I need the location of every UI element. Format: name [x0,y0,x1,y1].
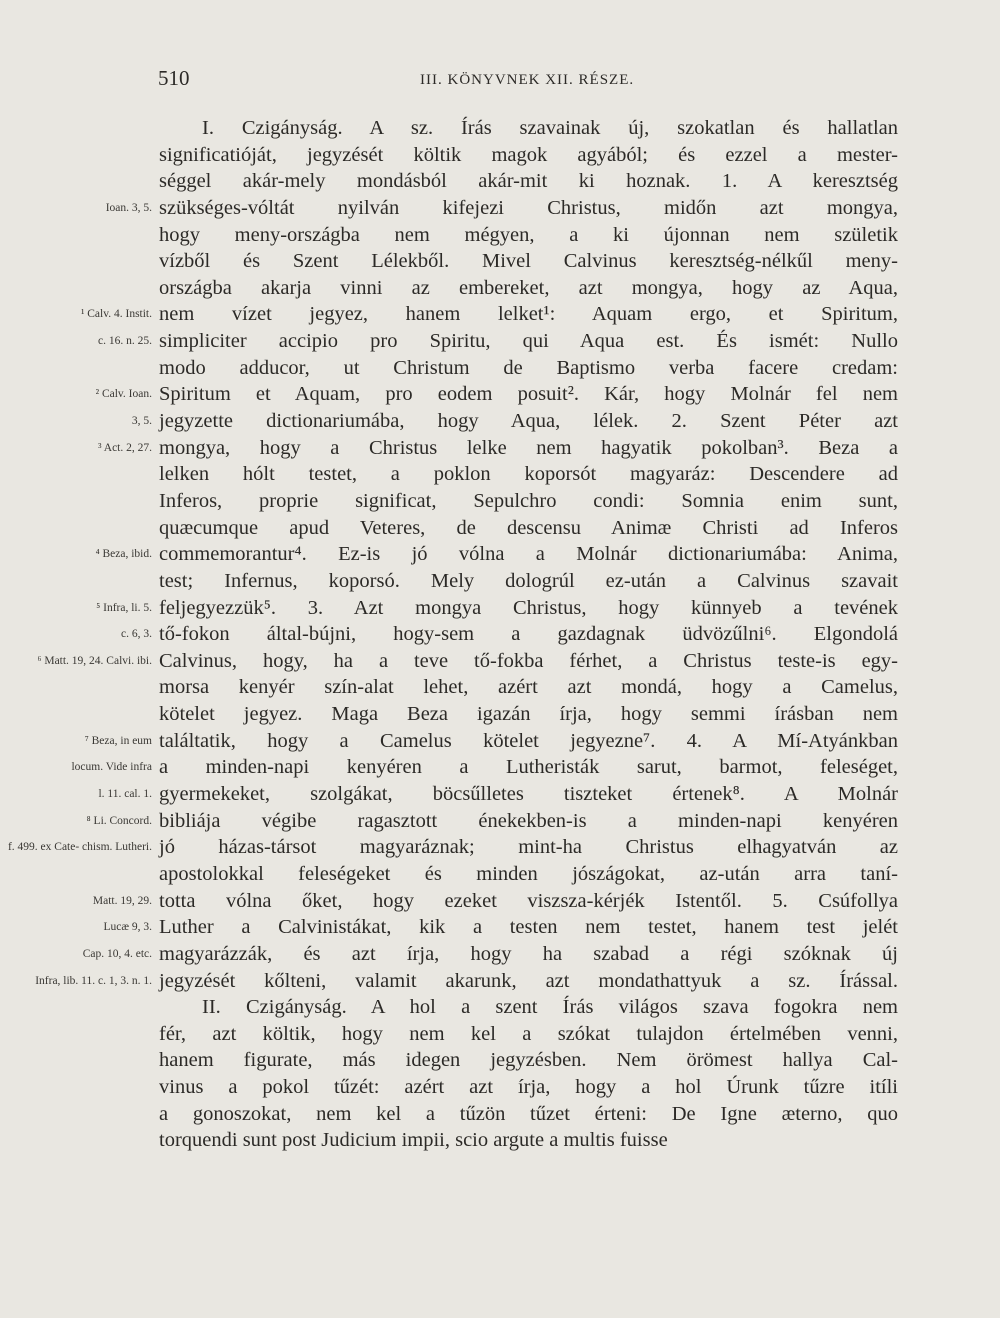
line-text: jegyzését kőlteni, valamit akarunk, azt mondathattyuk a sz. Írással. [159,969,898,992]
text-line [105,195,898,222]
text-line [159,142,898,169]
text-line [159,701,898,728]
text-line [121,621,898,648]
line-text: magyarázzák, és azt írja, hogy ha szabad a régi szóknak új [159,942,898,965]
line-text: gyermekeket, szolgákat, böcsűlletes tiszteket értenek⁸. A Molnár [159,783,898,806]
line-text: kötelet jegyez. Maga Beza igazán írja, hogy semmi írásban nem [159,703,898,726]
line-text: torquendi sunt post Judicium impii, scio argute a multis fuisse [159,1129,668,1152]
text-line [82,941,898,968]
margin-note: locum. Vide infra [71,761,152,774]
line-text: nem vízet jegyez, hanem lelket¹: Aquam ergo, et Spiritum, [159,303,898,326]
line-text: quæcumque apud Veteres, de descensu Animæ Christi ad Inferos [159,516,898,539]
line-text: mongya, hogy a Christus lelke nem hagyatik pokolban³. Beza a [159,436,898,459]
text-line [35,968,898,995]
line-text: simpliciter accipio pro Spiritu, qui Aqua est. És ismét: Nullo [159,330,898,353]
margin-note: ³ Act. 2, 27. [98,441,152,454]
margin-note: l. 11. cal. 1. [98,788,152,801]
line-text: jó házas-társot magyaráznak; mint-ha Christus elhagyatván az [159,836,898,859]
line-text: totta vólna őket, hogy ezeket viszsza-kérjék Istentől. 5. Csúfollya [159,889,898,912]
line-text: országba akarja vinni az embereket, azt mongya, hogy az Aqua, [159,276,898,299]
text-line [131,408,898,435]
line-text: vinus a pokol tűzét: azért azt írja, hogy a hol Úrunk tűzre itíli [159,1076,898,1099]
running-head: III. KÖNYVNEK XII. RÉSZE. [420,72,635,88]
text-line [159,1101,898,1128]
line-text: commemorantur⁴. Ez-is jó vólna a Molnár dictionariumába: Anima, [159,543,898,566]
margin-note: c. 16. n. 25. [98,335,152,348]
margin-note: ⁸ Li. Concord. [86,814,152,827]
line-text: modo adducor, ut Christum de Baptismo verba facere credam: [159,356,898,379]
margin-note: c. 6, 3. [121,628,152,641]
text-line [103,914,898,941]
line-text: feljegyezzük⁵. 3. Azt mongya Christus, hogy künnyeb a tevének [159,596,898,619]
line-text: szükséges-vóltát nyilván kifejezi Christus, midőn azt mongya, [159,196,898,219]
text-line [159,861,898,888]
line-text: tő-fokon által-bújni, hogy-sem a gazdagnak üdvözűlni⁶. Elgondolá [159,623,898,646]
page-number: 510 [158,66,190,90]
text-line [159,275,898,302]
margin-note: Matt. 19, 29. [92,894,152,907]
text-line [96,595,898,622]
margin-note: Cap. 10, 4. etc. [82,947,152,960]
text-line [7,834,898,861]
margin-note: Lucæ 9, 3. [103,921,152,934]
line-text: I. Czigányság. A sz. Írás szavainak új, szokatlan és hallatlan [202,117,898,139]
line-text: apostolokkal feleségeket és minden jószágokat, az-után arra taní- [159,862,898,885]
text-line [159,515,898,542]
text-line [159,222,898,249]
line-text: séggel akár-mely mondásból akár-mit ki hoznak. 1. A keresztség [159,170,898,193]
text-line [159,488,898,515]
margin-note: ⁶ Matt. 19, 24. Calvi. ibi. [37,654,152,667]
page-header [0,66,1000,96]
text-line [98,328,898,355]
text-line [159,461,898,488]
line-text: test; Infernus, koporsó. Mely dologrúl ez-után a Calvinus szavait [159,569,898,592]
text-line [159,115,898,142]
text-line [159,994,898,1021]
line-text: vízből és Szent Lélekből. Mivel Calvinus keresztség-nélkűl meny- [159,250,898,273]
text-line [159,168,898,195]
margin-note: Infra, lib. 11. c. 1, 3. n. 1. [35,974,152,987]
text-line [98,435,898,462]
line-text: Luther a Calvinistákat, kik a testen nem testet, hanem test jelét [159,916,898,939]
line-text: II. Czigányság. A hol a szent Írás világos szava fogokra nem [202,996,898,1019]
text-line [159,355,898,382]
margin-note: ¹ Calv. 4. Instit. [80,308,152,321]
body-text [7,115,898,1154]
text-line [159,1047,898,1074]
text-line [80,301,898,328]
line-text: a gonoszokat, nem kel a tűzön tűzet érteni: De Igne æterno, quo [159,1102,898,1125]
margin-note: Ioan. 3, 5. [105,201,152,214]
margin-note: ⁵ Infra, li. 5. [96,601,152,614]
line-text: fér, azt költik, hogy nem kel a szókat tulajdon értelmében venni, [159,1022,898,1045]
text-line [159,568,898,595]
text-line [98,781,898,808]
text-line [159,1074,898,1101]
line-text: morsa kenyér szín-alat lehet, azért azt mondá, hogy a Camelus, [159,676,898,699]
line-text: a minden-napi kenyéren a Lutheristák sarut, barmot, feleséget, [159,756,898,779]
margin-note: ⁴ Beza, ibid. [95,548,152,561]
line-text: Calvinus, hogy, ha a teve tő-fokba férhet, a Christus teste-is egy- [159,649,898,672]
text-line [92,888,898,915]
text-line [95,541,898,568]
text-line [159,248,898,275]
line-text: significatióját, jegyzését költik magok agyából; és ezzel a mester- [159,143,898,166]
line-text: Spiritum et Aquam, pro eodem posuit². Kár, hogy Molnár fel nem [159,383,898,406]
text-line [159,1127,898,1154]
line-text: lelken hólt testet, a poklon koporsót magyaráz: Descendere ad [159,463,898,486]
text-line [37,648,898,675]
margin-note: ² Calv. Ioan. [95,388,152,401]
text-line [86,808,898,835]
margin-note: ⁷ Beza, in eum [84,734,152,747]
line-text: bibliája végibe ragasztott énekekben-is a minden-napi kenyéren [159,809,898,832]
margin-note: f. 499. ex Cate- chism. Lutheri. [7,841,152,854]
line-text: jegyzette dictionariumába, hogy Aqua, lélek. 2. Szent Péter azt [159,410,898,433]
text-line [159,674,898,701]
text-line [71,754,898,781]
line-text: hanem figurate, más idegen jegyzésben. Nem örömest hallya Cal- [159,1049,898,1072]
line-text: találtatik, hogy a Camelus kötelet jegyezne⁷. 4. A Mí-Atyánkban [159,729,898,752]
text-line [95,381,898,408]
line-text: hogy meny-országba nem mégyen, a ki újonnan nem születik [159,223,898,246]
text-line [84,728,898,755]
text-line [159,1021,898,1048]
margin-note: 3, 5. [131,415,152,428]
line-text: Inferos, proprie significat, Sepulchro condi: Somnia enim sunt, [159,489,898,512]
